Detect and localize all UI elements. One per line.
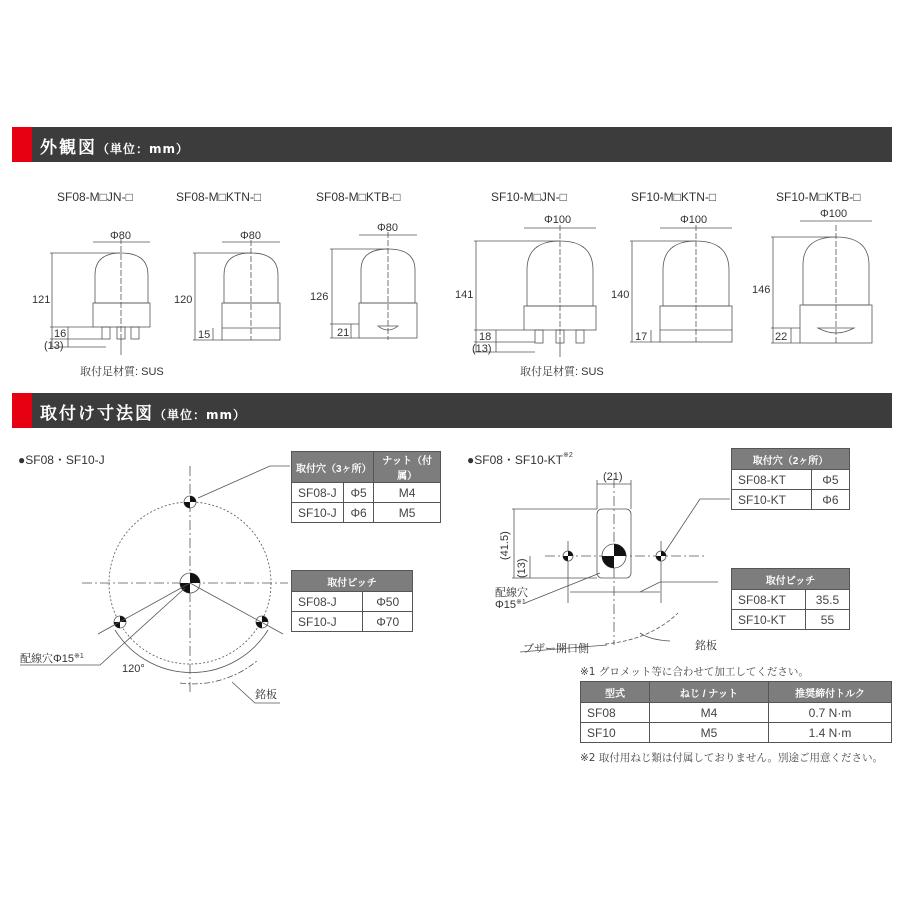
height-label: 141 xyxy=(455,289,474,301)
diameter-label: Φ100 xyxy=(544,214,572,226)
table-row: SF10-J Φ6 M5 xyxy=(292,503,441,523)
wire-hole-label: 配線穴Φ15$^{※1}$ xyxy=(20,653,84,665)
lamp-model: SF10-M□KTB-□ xyxy=(776,190,861,204)
mount-j-holes-table xyxy=(291,451,441,523)
diameter-label: Φ80 xyxy=(110,230,132,242)
diameter-label: Φ100 xyxy=(680,214,708,226)
lamp-drawing-sf10-jn xyxy=(455,214,596,357)
mount-j-title: ●SF08・SF10-J xyxy=(18,453,105,467)
mount-kt-drawing xyxy=(495,471,730,655)
terminal-label: (13) xyxy=(472,343,492,355)
lamp-model: SF10-M□JN-□ xyxy=(491,190,567,204)
nameplate-label: 銘板 xyxy=(695,640,717,652)
wire-hole-label: 配線穴 xyxy=(495,587,528,599)
height-label: 140 xyxy=(611,289,630,301)
diameter-label: Φ80 xyxy=(377,222,399,234)
base-label: 16 xyxy=(54,328,67,340)
lamp-drawing-sf10-ktn xyxy=(611,214,732,343)
height-label: 121 xyxy=(32,294,51,306)
angle-label: 120° xyxy=(122,663,145,675)
base-label: 17 xyxy=(635,331,648,343)
height-label: (41.5) xyxy=(499,531,511,560)
mount-kt-holes-table xyxy=(731,448,850,510)
table-row: SF08-KT Φ5 xyxy=(732,470,850,490)
table-header: ナット（付属） xyxy=(374,452,441,483)
table-row: SF08-J Φ5 M4 xyxy=(292,483,441,503)
material-note: 取付足材質: SUS xyxy=(520,366,604,378)
lamp-drawing-sf08-jn xyxy=(32,230,150,355)
base-label: 21 xyxy=(337,327,350,339)
lamp-drawing-sf08-ktb xyxy=(310,222,417,340)
note-2: ※2 取付用ねじ類は付属しておりません。別途ご用意ください。 xyxy=(580,752,883,764)
table-header: 取付穴（2ヶ所） xyxy=(732,449,850,470)
lamp-model: SF08-M□KTB-□ xyxy=(316,190,401,204)
table-row: SF10-KT 55 xyxy=(732,610,850,630)
terminal-label: (13) xyxy=(44,340,64,352)
height-label: 146 xyxy=(752,284,771,296)
height-label: 120 xyxy=(174,294,193,306)
table-header: 取付ピッチ xyxy=(292,571,413,592)
lamp-drawing-sf08-ktn xyxy=(174,230,280,341)
lamp-model: SF08-M□KTN-□ xyxy=(176,190,262,204)
section-title: 取付け寸法図 xyxy=(40,404,154,424)
table-row: SF08 M4 0.7 N·m xyxy=(581,703,892,723)
section-title: 外観図 xyxy=(40,138,97,158)
nameplate-label: 銘板 xyxy=(255,689,277,701)
width-label: (21) xyxy=(603,471,623,483)
table-row: SF10 M5 1.4 N·m xyxy=(581,723,892,743)
mount-j-drawing xyxy=(20,466,290,703)
table-row: SF08-KT 35.5 xyxy=(732,590,850,610)
lamp-drawing-sf10-ktb xyxy=(752,208,872,343)
mount-j-pitch-table xyxy=(291,570,413,632)
table-row: SF08-J Φ50 xyxy=(292,592,413,612)
table-header: 取付ピッチ xyxy=(732,569,850,590)
material-note: 取付足材質: SUS xyxy=(80,366,164,378)
height-label: 126 xyxy=(310,291,329,303)
diameter-label: Φ100 xyxy=(820,208,848,220)
mount-kt-pitch-table xyxy=(731,568,850,630)
offset-label: (13) xyxy=(516,558,528,578)
mount-kt-title: ●SF08・SF10-KT$^{※2}$ xyxy=(467,452,573,467)
section-unit: （単位：mm） xyxy=(154,408,247,422)
table-row: SF10-J Φ70 xyxy=(292,612,413,632)
lamp-model: SF08-M□JN-□ xyxy=(57,190,133,204)
base-label: 22 xyxy=(775,331,788,343)
wire-hole-label: Φ15$^{※1}$ xyxy=(495,599,526,611)
torque-table: 型式 ねじ / ナット 推奨締付トルク SF08 M4 0.7 N·m SF10 M5 1.4 N·m xyxy=(580,681,892,743)
mount-hole xyxy=(256,616,268,628)
table-row: SF10-KT Φ6 xyxy=(732,490,850,510)
section-unit: （単位：mm） xyxy=(97,142,190,156)
base-label: 18 xyxy=(479,331,492,343)
note-1: ※1 グロメット等に合わせて加工してください。 xyxy=(580,666,809,678)
base-label: 15 xyxy=(198,329,211,341)
lamp-model: SF10-M□KTN-□ xyxy=(631,190,717,204)
buzzer-label: ブザー開口側 xyxy=(523,643,589,655)
diameter-label: Φ80 xyxy=(240,230,262,242)
table-header: 取付穴（3ヶ所） xyxy=(292,452,374,483)
mount-hole xyxy=(184,496,196,508)
